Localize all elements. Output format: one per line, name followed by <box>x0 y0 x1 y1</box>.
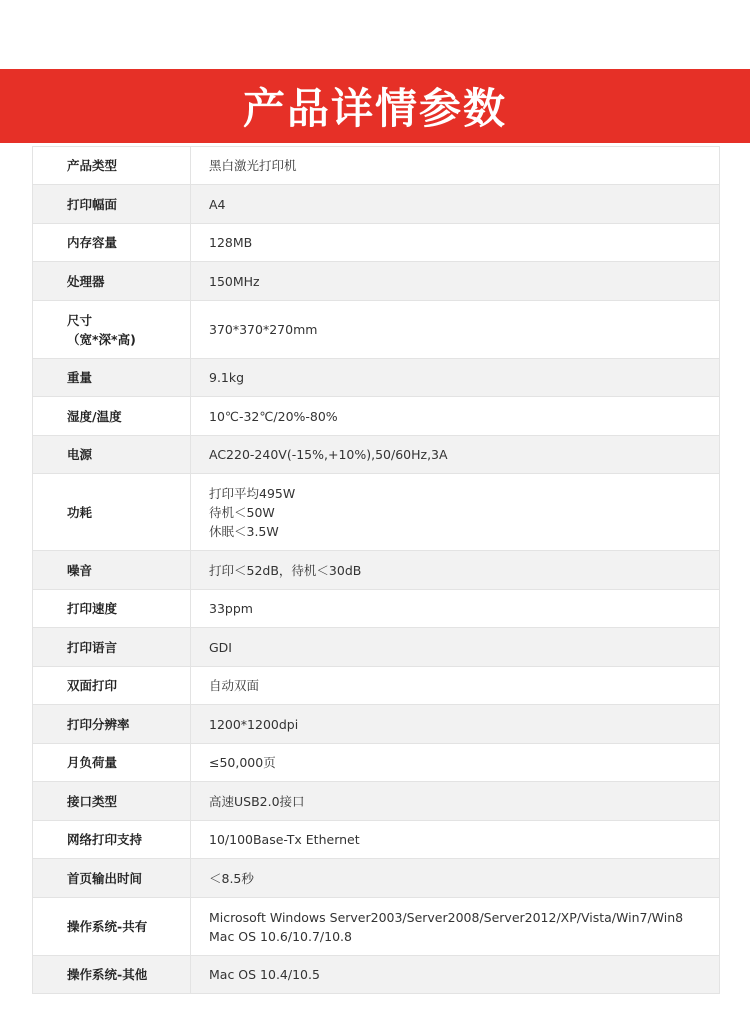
spec-row <box>33 782 720 821</box>
spec-label-line: 网络打印支持 <box>67 832 143 847</box>
spec-row <box>33 301 720 359</box>
spec-value <box>191 859 720 897</box>
spec-value <box>191 185 720 223</box>
spec-value-line: Mac OS 10.4/10.5 <box>209 967 320 982</box>
spec-value <box>191 744 720 781</box>
spec-label-line: 操作系统-其他 <box>67 967 148 982</box>
spec-row <box>33 898 720 956</box>
spec-value <box>191 821 720 858</box>
spec-row <box>33 956 720 994</box>
spec-row <box>33 821 720 859</box>
spec-label <box>33 667 191 704</box>
spec-row <box>33 628 720 667</box>
spec-label <box>33 397 191 435</box>
spec-value-line: 370*370*270mm <box>209 322 318 337</box>
spec-value-line: GDI <box>209 639 232 655</box>
spec-label <box>33 590 191 627</box>
spec-label-line: 产品类型 <box>67 158 118 173</box>
spec-value-line: Mac OS 10.6/10.7/10.8 <box>209 928 352 944</box>
spec-value <box>191 551 720 589</box>
spec-label <box>33 782 191 820</box>
spec-value-line: 1200*1200dpi <box>209 716 299 732</box>
spec-label <box>33 436 191 473</box>
spec-label-line: 打印语言 <box>67 639 118 655</box>
spec-row <box>33 859 720 898</box>
spec-label-line: 首页输出时间 <box>67 870 143 886</box>
spec-row <box>33 705 720 744</box>
spec-value-line: ≤50,000页 <box>209 755 276 770</box>
spec-value-line: 33ppm <box>209 601 253 616</box>
spec-label <box>33 185 191 223</box>
header-banner <box>0 69 750 143</box>
spec-value-line: 待机＜50W <box>209 504 275 520</box>
spec-label-line: 湿度/温度 <box>67 408 122 424</box>
spec-label <box>33 301 191 358</box>
spec-value-line: 10/100Base-Tx Ethernet <box>209 832 360 847</box>
spec-label-line: 噪音 <box>67 562 93 578</box>
spec-value-line: 高速USB2.0接口 <box>209 793 305 809</box>
spec-label <box>33 224 191 261</box>
spec-label <box>33 956 191 993</box>
spec-table <box>32 146 720 994</box>
spec-label <box>33 628 191 666</box>
spec-label <box>33 898 191 955</box>
spec-value <box>191 147 720 184</box>
spec-label-line: 重量 <box>67 370 93 385</box>
spec-label-line: 月负荷量 <box>67 755 118 770</box>
spec-label-line: （宽*深*高) <box>67 331 136 347</box>
spec-value-line: 9.1kg <box>209 370 245 385</box>
spec-value <box>191 436 720 473</box>
spec-label <box>33 859 191 897</box>
spec-label <box>33 551 191 589</box>
spec-value <box>191 898 720 955</box>
spec-value <box>191 782 720 820</box>
spec-label-line: 处理器 <box>67 273 105 289</box>
spec-value-line: 打印＜52dB，待机＜30dB <box>209 562 362 578</box>
spec-row <box>33 262 720 301</box>
spec-label-line: 打印分辨率 <box>67 716 130 732</box>
spec-value <box>191 667 720 704</box>
spec-label-line: 尺寸 <box>67 312 93 328</box>
spec-label-line: 打印速度 <box>67 601 118 616</box>
spec-value-line: 休眠＜3.5W <box>209 523 279 539</box>
spec-label-line: 内存容量 <box>67 235 118 250</box>
spec-value-line: 打印平均495W <box>209 485 296 501</box>
spec-label <box>33 262 191 300</box>
spec-value-line: 128MB <box>209 235 253 250</box>
spec-row <box>33 397 720 436</box>
spec-value-line: 自动双面 <box>209 678 260 693</box>
spec-value <box>191 956 720 993</box>
spec-label <box>33 474 191 550</box>
spec-value <box>191 628 720 666</box>
spec-label <box>33 359 191 396</box>
spec-value-line: AC220-240V(-15%,+10%),50/60Hz,3A <box>209 447 448 462</box>
spec-value-line: 150MHz <box>209 273 260 289</box>
spec-value <box>191 224 720 261</box>
spec-label-line: 双面打印 <box>67 678 118 693</box>
spec-row <box>33 744 720 782</box>
spec-label-line: 打印幅面 <box>67 196 118 212</box>
spec-row <box>33 474 720 551</box>
spec-label <box>33 744 191 781</box>
spec-label-line: 功耗 <box>67 504 93 520</box>
spec-row <box>33 185 720 224</box>
spec-row <box>33 590 720 628</box>
spec-row <box>33 359 720 397</box>
spec-label <box>33 147 191 184</box>
spec-row <box>33 436 720 474</box>
spec-value <box>191 590 720 627</box>
spec-value-line: Microsoft Windows Server2003/Server2008/Server2012/XP/Vista/Win7/Win8 <box>209 909 684 925</box>
spec-row <box>33 224 720 262</box>
page-title: 产品详情参数 <box>242 84 507 133</box>
spec-row <box>33 667 720 705</box>
spec-value <box>191 301 720 358</box>
spec-row <box>33 147 720 185</box>
spec-value-line: A4 <box>209 196 226 212</box>
spec-label <box>33 821 191 858</box>
spec-value <box>191 262 720 300</box>
spec-label-line: 电源 <box>67 447 93 462</box>
spec-row <box>33 551 720 590</box>
spec-value-line: 10℃-32℃/20%-80% <box>209 408 338 424</box>
spec-value <box>191 397 720 435</box>
spec-label-line: 操作系统-共有 <box>67 919 148 934</box>
spec-value <box>191 359 720 396</box>
spec-value-line: ＜8.5秒 <box>209 870 254 886</box>
spec-label <box>33 705 191 743</box>
spec-value <box>191 474 720 550</box>
spec-label-line: 接口类型 <box>67 793 118 809</box>
spec-value-line: 黑白激光打印机 <box>209 158 297 173</box>
spec-value <box>191 705 720 743</box>
